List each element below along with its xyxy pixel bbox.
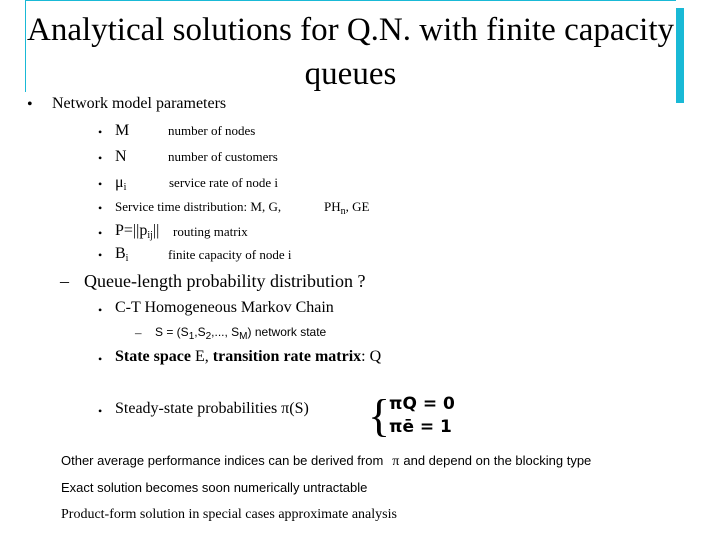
title-frame-shadow — [676, 8, 684, 103]
network-state-definition: $S = (S_1,S_2$,..., $S_M$) network state — [155, 325, 327, 342]
bullet-marker: • — [98, 201, 103, 215]
param-service-time-ph: $PH_n$, GE — [324, 199, 370, 217]
equation-pi-e: πē = 1 — [389, 417, 452, 437]
dash-marker: – — [135, 325, 142, 340]
bullet-marker: • — [98, 352, 103, 366]
param-desc-b: finite capacity of node i — [168, 247, 292, 262]
queue-length-heading: Queue-length probability distribution ? — [84, 271, 366, 291]
bullet-marker: • — [98, 404, 103, 418]
equation-pi-q: πQ = 0 — [389, 394, 455, 414]
param-symbol-b: $B_i$ — [115, 245, 129, 264]
param-symbol-m: M — [115, 122, 130, 139]
state-space-line: State space E, transition rate matrix: Q — [115, 348, 382, 365]
param-service-time: Service time distribution: M, G, — [115, 199, 282, 214]
param-desc-m: number of nodes — [168, 123, 256, 138]
ct-markov-chain: C-T Homogeneous Markov Chain — [115, 299, 334, 316]
product-form-line: Product-form solution in special cases approximate analysis — [61, 507, 397, 522]
param-symbol-mu: $\mu_i$ — [115, 174, 127, 193]
param-desc-p: routing matrix — [173, 224, 248, 239]
param-desc-mu: service rate of node i — [169, 175, 279, 190]
slide-title: Analytical solutions for Q.N. with finite capacity queues — [26, 12, 674, 92]
param-desc-n: number of customers — [168, 149, 278, 164]
bullet-marker: • — [98, 125, 103, 139]
other-indices-line: Other average performance indices can be derived from π and depend on the blocking type — [61, 453, 592, 469]
left-brace-icon: { — [368, 390, 391, 441]
bullet-marker: • — [98, 151, 103, 165]
bullet-marker: • — [27, 96, 33, 113]
param-symbol-p: $P=||p_{ij}||$ — [115, 222, 160, 241]
bullet-marker: • — [98, 248, 103, 262]
dash-marker: – — [60, 271, 69, 291]
network-model-heading: Network model parameters — [52, 95, 227, 112]
bullet-marker: • — [98, 303, 103, 317]
exact-solution-line: Exact solution becomes soon numerically untractable — [61, 480, 368, 495]
bullet-marker: • — [98, 177, 103, 191]
bullet-marker: • — [98, 226, 103, 240]
param-symbol-n: N — [115, 148, 127, 165]
steady-state-probabilities: Steady-state probabilities π(S) — [115, 400, 309, 417]
